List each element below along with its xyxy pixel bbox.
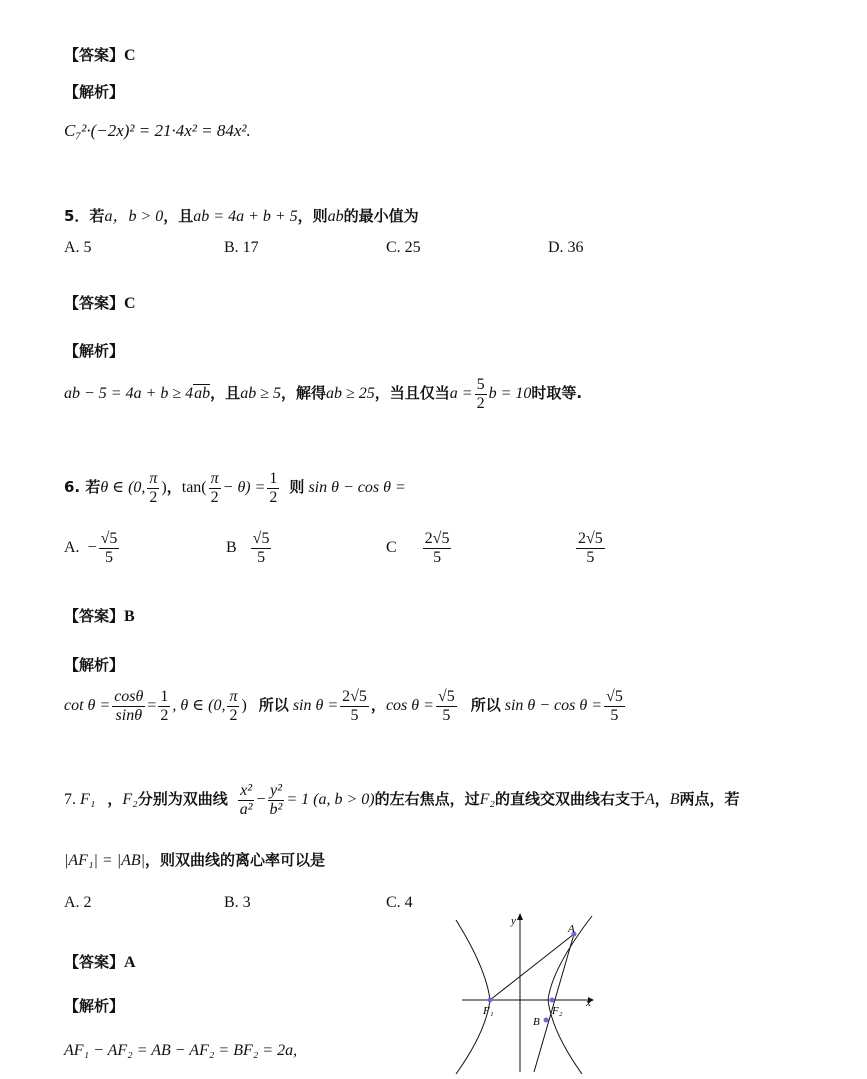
point-a: A [644, 790, 655, 808]
fraction [238, 782, 255, 818]
fraction [112, 688, 145, 724]
text-part: 时取等. [531, 383, 583, 402]
frac-num: cosθ [114, 688, 144, 705]
fraction [268, 782, 285, 818]
label-b: B [533, 1016, 540, 1028]
stem-end: ，则 [297, 207, 328, 225]
stem-mid: ，且 [163, 207, 194, 225]
paren: ) [241, 696, 247, 714]
stem-eq: ab = 4a + b + 5 [193, 208, 298, 225]
answer-label: 【答案】 [64, 294, 125, 312]
fraction [340, 688, 369, 724]
line-f1-a [490, 934, 574, 1000]
stem-text: ，则双曲线的离心率可以是 [145, 851, 326, 869]
equals: = [147, 696, 157, 714]
point-f2 [550, 998, 555, 1003]
hyperbola-left-branch [456, 920, 490, 1074]
fraction [436, 688, 457, 724]
fraction [147, 470, 159, 506]
answer-value: A [124, 954, 136, 971]
frac-den: 5 [442, 706, 451, 724]
q5-analysis-expr [64, 376, 582, 412]
fraction [576, 530, 605, 566]
option-letter: B [226, 538, 237, 556]
point-b: B [669, 790, 680, 808]
fraction [158, 688, 170, 724]
expr-part: a = [449, 384, 473, 402]
answer-value: B [124, 608, 135, 625]
frac-den: 5 [433, 548, 442, 566]
diff-eq: sin θ − cos θ = [504, 696, 603, 714]
stem-text: 的直线交双曲线右支于 [494, 789, 645, 808]
answer-label: 【答案】 [64, 607, 125, 625]
q6-stem [64, 470, 406, 506]
stem-vars: a，b > 0 [104, 208, 164, 225]
q5-answer [64, 292, 136, 313]
frac-den: 2 [476, 394, 485, 412]
frac-num: √5 [100, 530, 118, 547]
stem-text: 的左右焦点，过 [374, 789, 480, 808]
expr-part: ab ≥ 5 [240, 384, 281, 402]
stem-text: 两点，若 [679, 789, 740, 808]
then: 则 [289, 477, 305, 496]
option-letter: A. [64, 538, 80, 556]
frac-den: sinθ [115, 706, 143, 724]
fraction [423, 530, 452, 566]
fraction [604, 688, 625, 724]
expr-part: b = 10 [488, 384, 532, 402]
line-a-b [534, 934, 574, 1072]
frac-den: 5 [610, 706, 619, 724]
q5-analysis-label: 【解析】 [64, 342, 125, 360]
stem-text: 分别为双曲线 [137, 789, 228, 808]
expr: |AF₁| = |AB| [64, 852, 146, 869]
q7-analysis-expr: AF₁ − AF₂ = AB − AF₂ = BF₂ = 2a, [64, 1042, 298, 1059]
answer-label: 【答案】 [64, 953, 125, 971]
q6-option-d [574, 530, 607, 566]
q6-option-b [226, 530, 273, 566]
frac-den: b² [269, 800, 283, 818]
minus-theta: − θ) = [222, 478, 266, 496]
frac-den: a² [239, 800, 253, 818]
q5-stem [64, 203, 419, 226]
f1: F₁ [80, 790, 96, 808]
frac-num: 1 [160, 688, 169, 705]
range: , θ ∈ (0, [172, 696, 226, 714]
text-part: ，解得 [280, 383, 326, 402]
option-sign: − [87, 538, 97, 556]
f2: F₂ [479, 790, 495, 808]
stem-num: 5．若 [64, 207, 105, 225]
q6-option-a [64, 530, 121, 566]
so: 所以 [258, 695, 289, 714]
expr-part: ab − 5 = 4a + b ≥ 4 [64, 384, 194, 402]
frac-num: 5 [476, 376, 485, 393]
q5-option-a: A. 5 [64, 239, 92, 256]
expr-part: ab ≥ 25 [325, 384, 375, 402]
label-f2: F₂ [552, 1005, 563, 1017]
fraction [99, 530, 120, 566]
point-b [544, 1018, 549, 1023]
frac-den: 5 [586, 548, 595, 566]
label-f1: F₁ [483, 1005, 494, 1017]
q6-analysis-label: 【解析】 [64, 656, 125, 674]
comma: ， [654, 789, 670, 808]
point-f1 [488, 998, 493, 1003]
frac-num: √5 [437, 688, 455, 705]
text-part: ，当且仅当 [374, 383, 450, 402]
frac-num: 1 [269, 470, 278, 487]
frac-den: 5 [350, 706, 359, 724]
label-x: x [586, 997, 591, 1009]
fraction [475, 376, 487, 412]
q5-option-b: B. 17 [224, 239, 259, 256]
stem-theta: θ ∈ (0, [100, 478, 146, 496]
frac-num: 2√5 [342, 688, 367, 705]
stem-ab: ab [327, 208, 344, 225]
comma: ， [166, 477, 182, 496]
fraction [227, 688, 239, 724]
hyperbola-right-branch [548, 916, 592, 1074]
q4-answer [64, 44, 136, 65]
cot: cot θ = [64, 696, 111, 714]
frac-num: π [149, 470, 158, 487]
q6-answer [64, 605, 135, 626]
frac-num: π [229, 688, 238, 705]
frac-den: 5 [104, 548, 113, 566]
q6-analysis-expr [64, 688, 627, 724]
q7-option-b: B. 3 [224, 894, 251, 911]
q7-answer [64, 951, 136, 972]
eq: = 1 (a, b > 0) [286, 790, 375, 808]
option-letter: C [386, 538, 397, 556]
q7-stem-line2 [64, 849, 325, 870]
frac-num: √5 [252, 530, 270, 547]
stem-expr: sin θ − cos θ = [308, 478, 406, 496]
so: 所以 [470, 695, 501, 714]
frac-num: 2√5 [424, 530, 450, 547]
tan: tan( [181, 478, 207, 496]
frac-num: y² [269, 782, 282, 799]
y-axis-arrow [517, 913, 523, 920]
frac-den: 2 [269, 488, 278, 506]
frac-den: 5 [257, 548, 266, 566]
hyperbola-figure [452, 908, 612, 1074]
q6-option-c [386, 530, 453, 566]
frac-num: √5 [606, 688, 623, 705]
label-a: A [568, 923, 575, 935]
comma: ， [370, 695, 386, 714]
label-y: y [511, 915, 516, 927]
q4-analysis-expr: C₇²·(−2x)² = 21·4x² = 84x². [64, 121, 251, 140]
q7-option-c: C. 4 [386, 894, 413, 911]
minus: − [256, 790, 266, 808]
stem-num: 7. [64, 790, 76, 808]
q7-stem [64, 782, 740, 818]
fraction [209, 470, 221, 506]
frac-den: 2 [229, 706, 238, 724]
comma: ， [107, 789, 123, 808]
q7-option-a: A. 2 [64, 894, 92, 911]
fraction [251, 530, 272, 566]
frac-den: 2 [160, 706, 169, 724]
frac-den: 2 [210, 488, 219, 506]
q4-analysis-label: 【解析】 [64, 83, 125, 101]
answer-label: 【答案】 [64, 46, 125, 64]
text-part: ，且 [210, 383, 241, 402]
stem-num: 6. 若 [64, 477, 101, 496]
frac-num: π [210, 470, 219, 487]
cos-eq: cos θ = [385, 696, 434, 714]
frac-num: 2√5 [578, 530, 603, 547]
q5-option-d: D. 36 [548, 239, 584, 256]
frac-num: x² [240, 782, 253, 799]
frac-den: 2 [149, 488, 158, 506]
q7-analysis-label: 【解析】 [64, 997, 125, 1015]
f2: F₂ [122, 790, 138, 808]
paren: ) [161, 478, 167, 496]
answer-value: C [124, 47, 136, 64]
sin-eq: sin θ = [292, 696, 339, 714]
sqrt-ab: ab [194, 384, 211, 402]
stem-tail: 的最小值为 [343, 207, 419, 225]
q5-option-c: C. 25 [386, 239, 421, 256]
fraction [267, 470, 279, 506]
answer-value: C [124, 295, 136, 312]
